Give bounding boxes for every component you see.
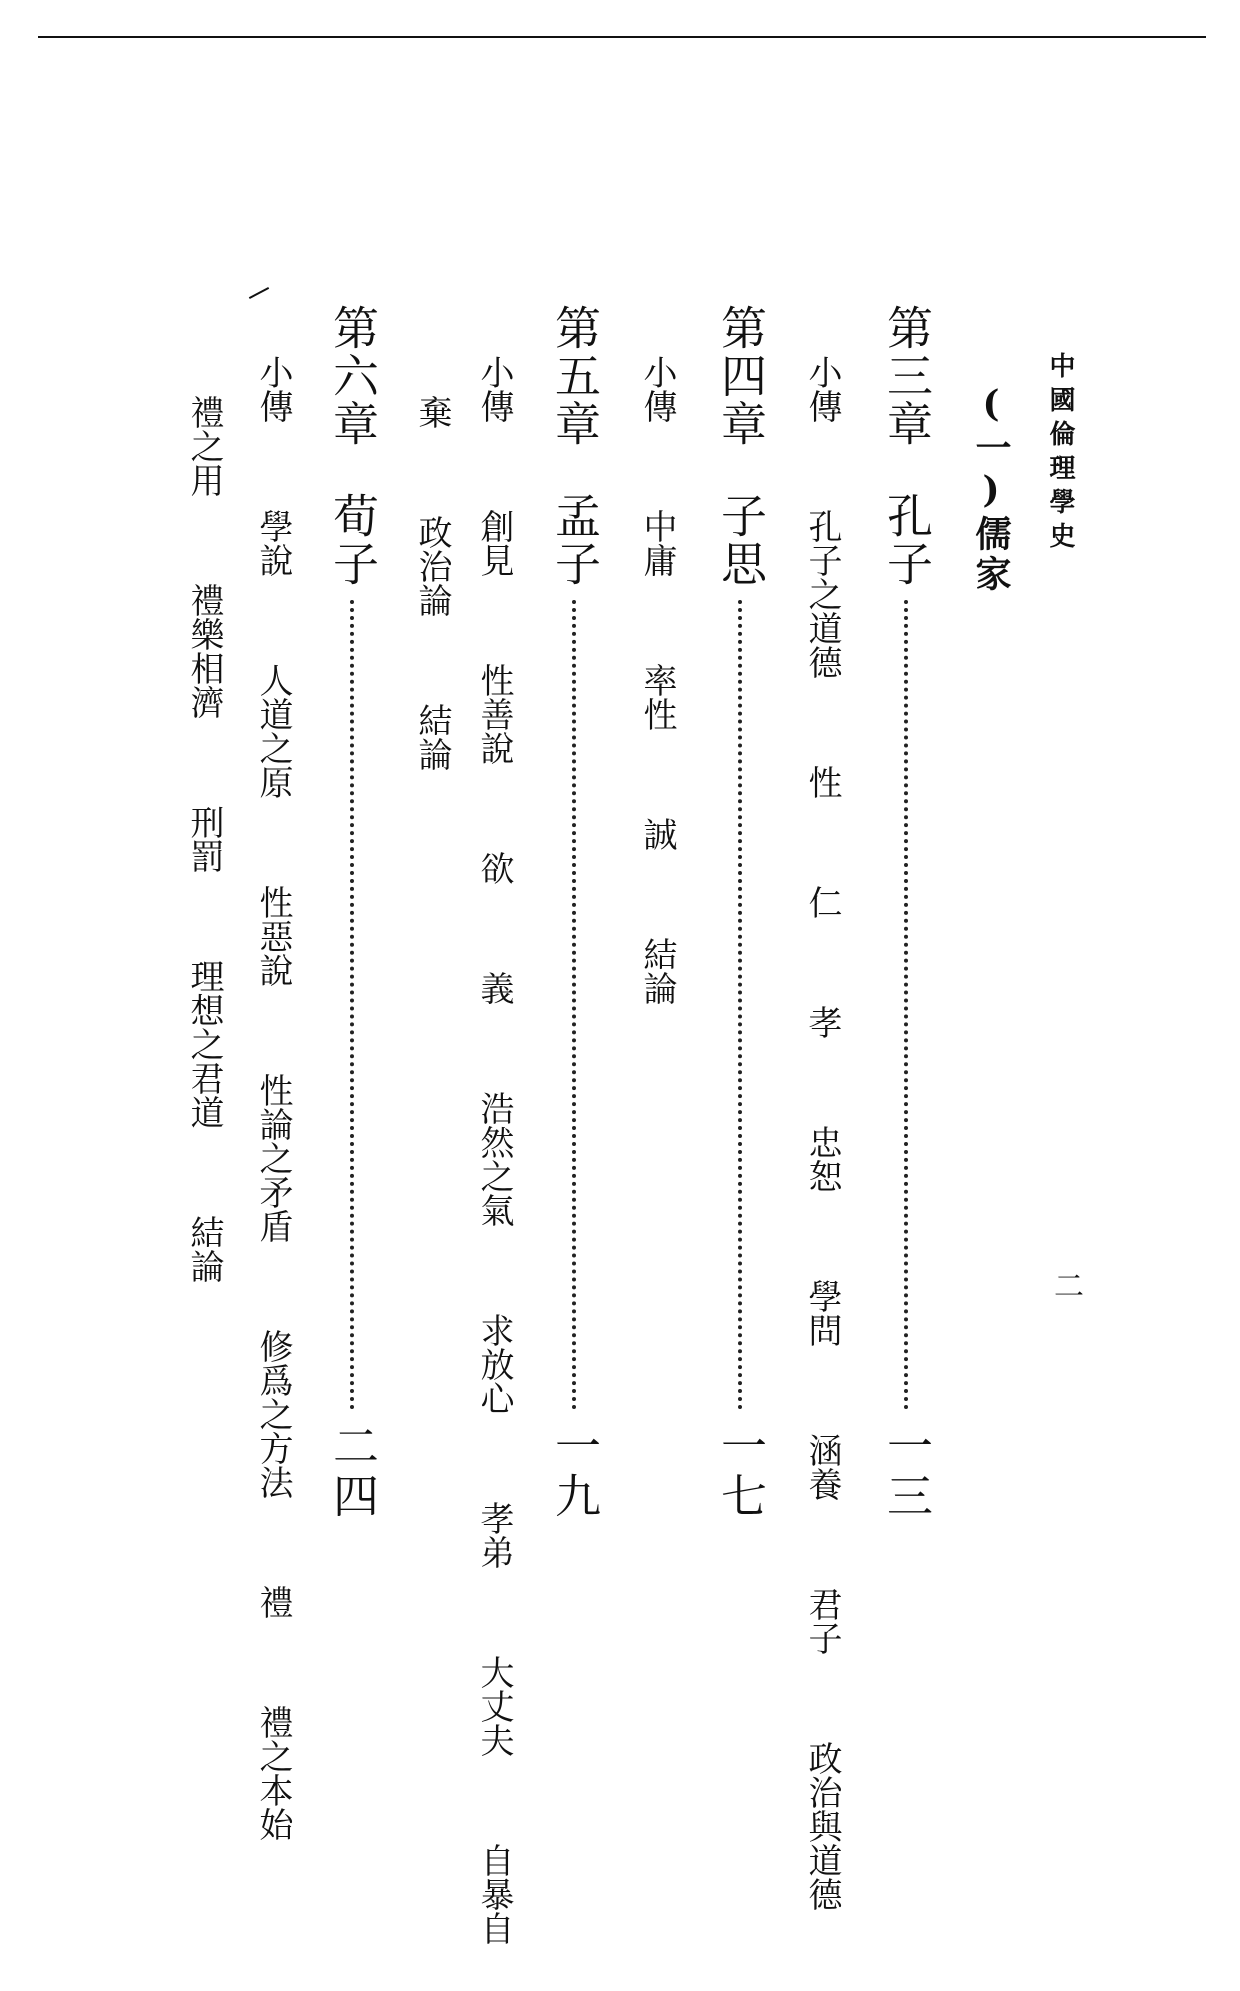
topic-line [253, 355, 293, 1887]
dot-leader [350, 600, 354, 1410]
topic: 大丈夫 [474, 1655, 514, 1757]
topic: 性惡說 [253, 885, 293, 987]
topic: 人道之原 [253, 663, 293, 799]
topic: 禮之本始 [253, 1705, 293, 1841]
topic: 中庸 [637, 509, 677, 577]
topic: 理想之君道 [184, 959, 224, 1129]
topic: 政治論 [412, 515, 452, 617]
dot-leader [738, 600, 742, 1410]
header-rule [38, 36, 1206, 38]
topic: 結論 [184, 1215, 224, 1283]
topic: 性善說 [474, 663, 514, 765]
topic: 政治與道德 [802, 1741, 842, 1911]
chapter-number: 第三章 [880, 304, 934, 448]
chapter-page: 二四 [326, 1422, 380, 1522]
topic: 棄 [412, 395, 452, 429]
topic: 性論之矛盾 [253, 1073, 293, 1243]
chapter-name: 子思 [714, 492, 768, 588]
chapter-number: 第四章 [714, 304, 768, 448]
chapter-page: 一七 [714, 1422, 768, 1522]
chapter-page: 一三 [880, 1422, 934, 1522]
topic-line [637, 355, 677, 1051]
dot-leader [572, 600, 576, 1410]
topic: 率性 [637, 663, 677, 731]
topic: 涵養 [802, 1433, 842, 1501]
topic: 禮樂相濟 [184, 583, 224, 719]
chapter-heading [548, 304, 602, 1522]
topic: 孝 [802, 1005, 842, 1039]
topic: 孔子之道德 [802, 509, 842, 679]
topic: 君子 [802, 1587, 842, 1655]
topic: 學問 [802, 1279, 842, 1347]
topic: 義 [474, 971, 514, 1005]
topic: 小傳 [474, 355, 514, 423]
topic: 求放心 [474, 1313, 514, 1415]
dot-leader [904, 600, 908, 1410]
stray-mark [249, 287, 269, 299]
topic-line [802, 355, 842, 1957]
topic-line [474, 355, 514, 1991]
chapter-page: 一九 [548, 1422, 602, 1522]
topic: 仁 [802, 885, 842, 919]
topic: 浩然之氣 [474, 1091, 514, 1227]
chapter-heading [714, 304, 768, 1522]
section-title: (一)儒家 [970, 383, 1012, 595]
page-number: 二 [1048, 1270, 1083, 1300]
chapter-number: 第五章 [548, 304, 602, 448]
topic-line [412, 395, 452, 817]
chapter-name: 孟子 [548, 492, 602, 588]
topic: 小傳 [253, 355, 293, 423]
chapter-name: 荀子 [326, 492, 380, 588]
topic: 性 [802, 765, 842, 799]
topic: 小傳 [802, 355, 842, 423]
book-title: 中國倫理學史 [1045, 352, 1075, 556]
topic: 孝弟 [474, 1501, 514, 1569]
topic: 創見 [474, 509, 514, 577]
topic: 結論 [412, 703, 452, 771]
topic: 欲 [474, 851, 514, 885]
chapter-name: 孔子 [880, 492, 934, 588]
topic: 修爲之方法 [253, 1329, 293, 1499]
topic: 禮之用 [184, 395, 224, 497]
topic: 刑罰 [184, 805, 224, 873]
chapter-heading [326, 304, 380, 1522]
topic: 學說 [253, 509, 293, 577]
topic: 自暴自 [474, 1843, 514, 1945]
topic: 小傳 [637, 355, 677, 423]
topic: 結論 [637, 937, 677, 1005]
topic-line [184, 395, 224, 1329]
topic: 忠恕 [802, 1125, 842, 1193]
chapter-heading [880, 304, 934, 1522]
topic: 禮 [253, 1585, 293, 1619]
topic: 誠 [637, 817, 677, 851]
chapter-number: 第六章 [326, 304, 380, 448]
